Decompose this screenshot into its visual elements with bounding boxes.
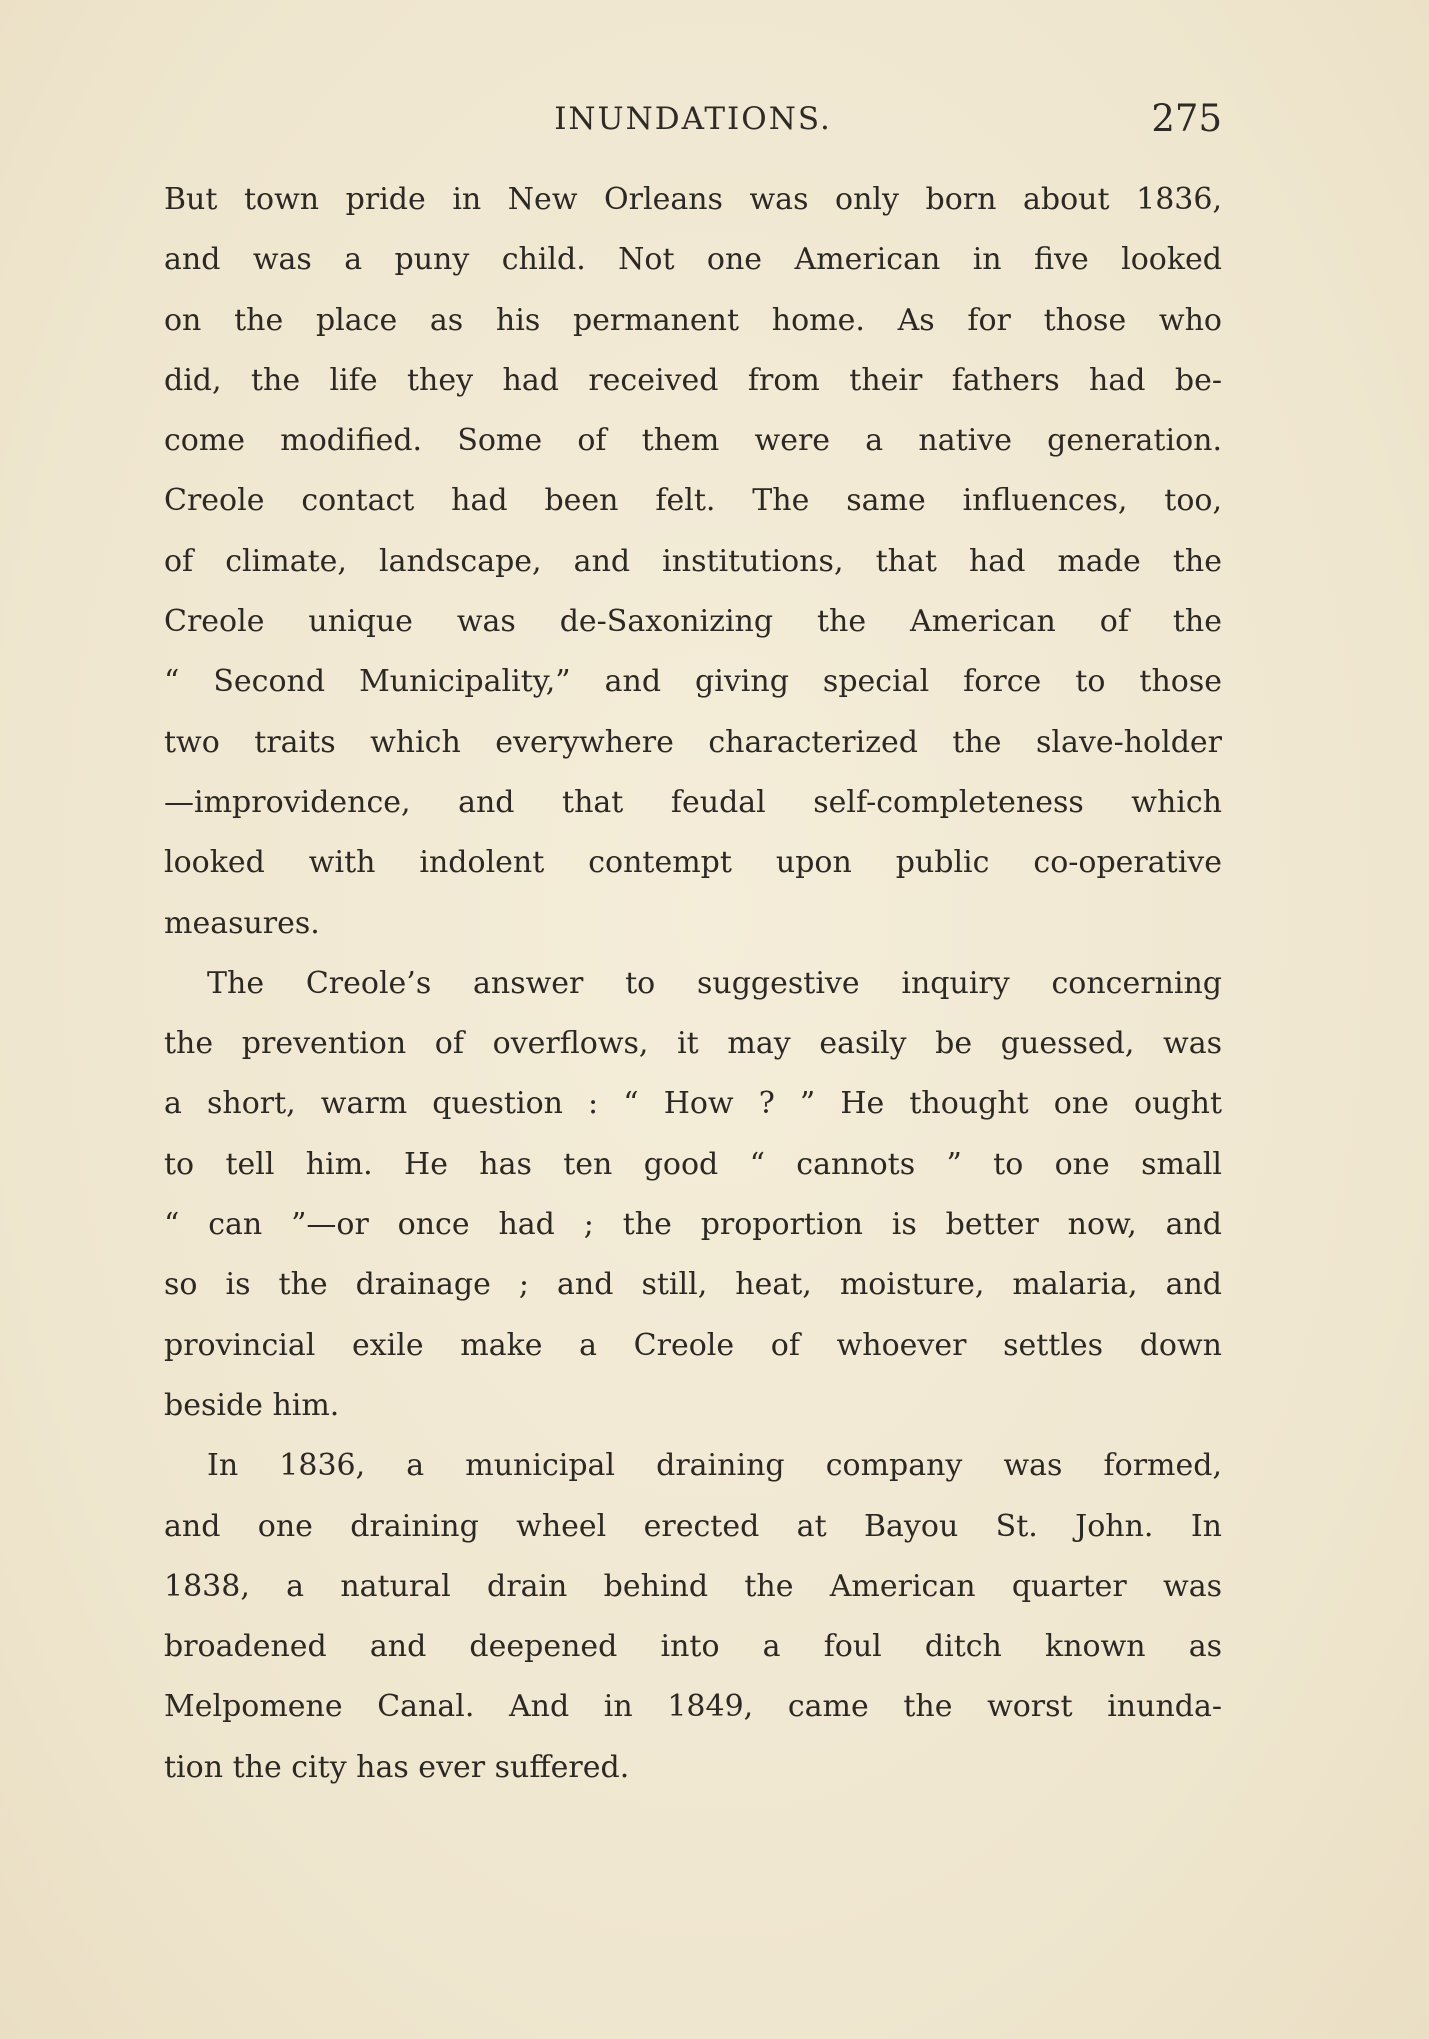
text-line: broadened and deepened into a foul ditch known as [164, 1629, 1222, 1665]
text-line: “ can ”—or once had ; the proportion is better now, and [164, 1207, 1222, 1243]
text-line: did, the life they had received from their fathers had be- [164, 362, 1222, 398]
text-line: the prevention of overflows, it may easily be guessed, was [164, 1026, 1222, 1062]
text-line: Creole unique was de-Saxonizing the American of the [164, 604, 1222, 640]
paragraph-1 [164, 170, 1222, 954]
text-line: two traits which everywhere characterized the slave-holder [164, 724, 1222, 760]
text-line: Melpomene Canal. And in 1849, came the worst inunda- [164, 1689, 1222, 1725]
body-text [164, 170, 1222, 1798]
page-header [164, 95, 1222, 145]
text-line: 1838, a natural drain behind the American quarter was [164, 1568, 1222, 1604]
running-head: INUNDATIONS. [554, 101, 832, 137]
paragraph-2 [164, 954, 1222, 1436]
paragraph-3 [164, 1436, 1222, 1798]
text-line: on the place as his permanent home. As for those who [164, 302, 1222, 338]
text-line: “ Second Municipality,” and giving special force to those [164, 664, 1222, 700]
text-line: Creole contact had been felt. The same influences, too, [164, 483, 1222, 519]
text-line: provincial exile make a Creole of whoever settles down [164, 1327, 1222, 1363]
text-line: But town pride in New Orleans was only born about 1836, [164, 182, 1222, 217]
text-line: and was a puny child. Not one American in five looked [164, 242, 1222, 278]
text-line: In 1836, a municipal draining company was formed, [207, 1448, 1222, 1484]
text-line: The Creole’s answer to suggestive inquiry concerning [207, 965, 1222, 1001]
text-line: —improvidence, and that feudal self-completeness which [164, 784, 1222, 820]
text-line: beside him. [164, 1387, 340, 1423]
text-line: of climate, landscape, and institutions, that had made the [164, 543, 1222, 579]
text-line: and one draining wheel erected at Bayou St. John. In [164, 1508, 1222, 1544]
text-line: tion the city has ever suffered. [164, 1749, 630, 1785]
text-line: looked with indolent contempt upon public co-operative [164, 845, 1222, 881]
text-line: come modified. Some of them were a native generation. [164, 423, 1222, 459]
text-line: so is the drainage ; and still, heat, moisture, malaria, and [164, 1267, 1222, 1303]
text-line: measures. [164, 905, 320, 941]
text-line: to tell him. He has ten good “ cannots ” to one small [164, 1146, 1222, 1182]
page-number: 275 [1151, 97, 1222, 140]
text-line: a short, warm question : “ How ? ” He thought one ought [164, 1086, 1222, 1122]
